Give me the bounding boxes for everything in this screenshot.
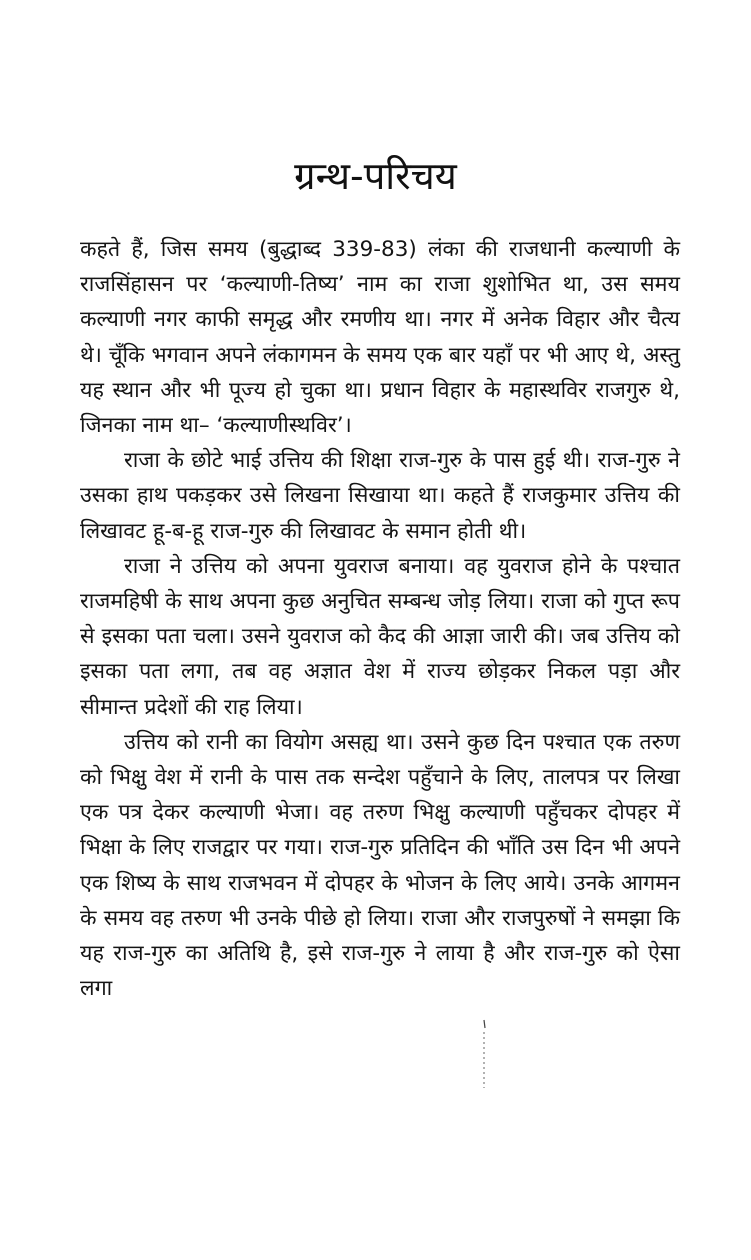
paragraph-2: राजा के छोटे भाई उत्तिय की शिक्षा राज-गुरु के पास हुई थी। राज-गुरु ने उसका हाथ पकड़कर उसे लिखना सिखाया था। कहते हैं राजकुमार उत्तिय की लिखावट हू-ब-हू राज-गुरु की लिखावट के समान होती थी। (80, 448, 680, 544)
paragraph-3: राजा ने उत्तिय को अपना युवराज बनाया। वह युवराज होने के पश्चात राजमहिषी के साथ अपना कुछ अनुचित सम्बन्ध जोड़ लिया। राजा को गुप्त रूप से इसका पता चला। उसने युवराज को कैद की आज्ञा जारी की। जब उत्तिय को इसका पता लगा, तब वह अज्ञात वेश में राज्य छोड़कर निकल पड़ा और सीमान्त प्रदेशों की राह लिया। (80, 553, 680, 720)
paragraph-4: उत्तिय को रानी का वियोग असह्य था। उसने कुछ दिन पश्चात एक तरुण को भिक्षु वेश में रानी के पास तक सन्देश पहुँचाने के लिए, तालपत्र पर लिखा एक पत्र देकर कल्याणी भेजा। वह तरुण भिक्षु कल्याणी पहुँचकर दोपहर में भिक्षा के लिए राजद्वार पर गया। राज-गुरु प्रतिदिन की भाँति उस दिन भी अपने एक शिष्य के साथ राजभवन में दोपहर के भोजन के लिए आये। उनके आगमन के समय वह तरुण भी उनके पीछे हो लिया। राजा और राजपुरुषों ने समझा कि यह राज-गुरु का अतिथि है, इसे राज-गुरु ने लाया है और राज-गुरु को ऐसा लगा (80, 729, 680, 1002)
chapter-body (80, 232, 680, 1006)
paragraph-1: कहते हैं, जिस समय (बुद्धाब्द 339-83) लंका की राजधानी कल्याणी के राजसिंहासन पर ‘कल्याणी-तिष्य’ नाम का राजा शुशोभित था, उस समय कल्याणी नगर काफी समृद्ध और रमणीय था। नगर में अनेक विहार और चैत्य थे। चूँकि भगवान अपने लंकागमन के समय एक बार यहाँ पर भी आए थे, अस्तु यह स्थान और भी पूज्य हो चुका था। प्रधान विहार के महास्थविर राजगुरु थे, जिनका नाम था– ‘कल्याणीस्थविर’। (80, 237, 680, 439)
scan-artifact-mark (481, 1018, 487, 1090)
chapter-title: ग्रन्थ-परिचय (294, 154, 457, 198)
